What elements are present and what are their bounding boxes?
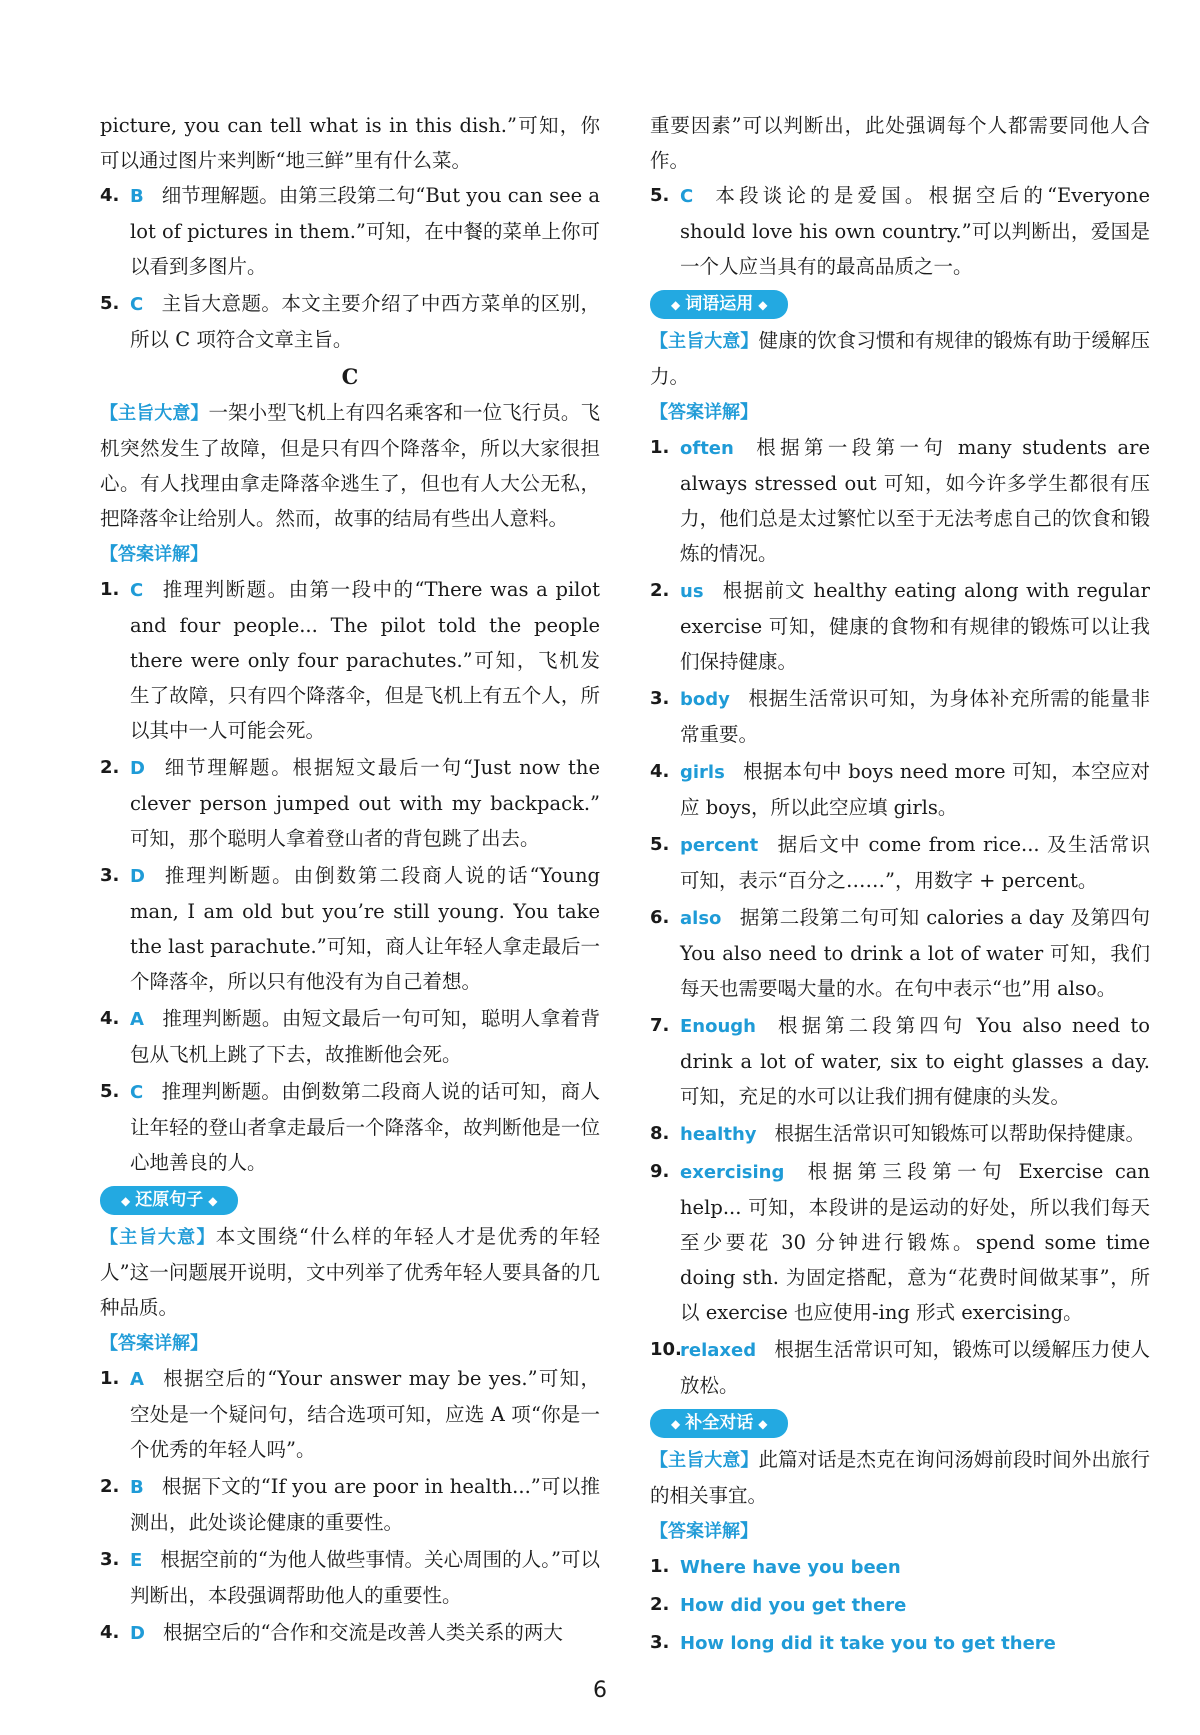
answer-key: B xyxy=(130,186,144,207)
answer-key: often xyxy=(680,438,734,459)
item-number: 1. xyxy=(100,579,120,600)
pill-label: 还原句子 xyxy=(135,1190,204,1210)
answer-key: exercising xyxy=(680,1162,785,1183)
explanation: 本段谈论的是爱国。根据空后的“Everyone should love his own country.”可以判断出，爱国是一个人应当具有的最高品质之一。 xyxy=(680,184,1150,278)
answer-key: relaxed xyxy=(680,1340,757,1361)
explanation: 推理判断题。由倒数第二段商人说的话可知，商人让年轻的登山者拿走最后一个降落伞，故判断他是一位心地善良的人。 xyxy=(130,1080,600,1174)
main-idea-text: 本文围绕“什么样的年轻人才是优秀的年轻人”这一问题展开说明，文中列举了优秀年轻人要具备的几种品质。 xyxy=(100,1225,600,1319)
answer-item xyxy=(650,754,1150,825)
answer-item xyxy=(100,1615,600,1651)
item-number: 3. xyxy=(650,1632,670,1653)
answer-key: us xyxy=(680,581,704,602)
item-number: 4. xyxy=(100,185,120,206)
answer-item xyxy=(650,681,1150,752)
explanation: 推理判断题。由第一段中的“There was a pilot and four people... The pilot told the people there were only four parachutes.”可知，飞机发生了故障，只有四个降落伞，但是飞机上有五个人，所以其中一人可能会死。 xyxy=(130,578,600,742)
item-number: 1. xyxy=(650,1556,670,1577)
main-idea-text: 健康的饮食习惯和有规律的锻炼有助于缓解压力。 xyxy=(650,329,1150,388)
explanation: 根据下文的“If you are poor in health...”可以推测出，此处谈论健康的重要性。 xyxy=(130,1475,600,1534)
answer-key: D xyxy=(130,1623,145,1644)
explanation: 根据生活常识可知，锻炼可以缓解压力使人放松。 xyxy=(680,1338,1150,1397)
explanation: 主旨大意题。本文主要介绍了中西方菜单的区别，所以 C 项符合文章主旨。 xyxy=(130,292,600,351)
answer-key: How long did it take you to get there xyxy=(680,1633,1056,1654)
answer-heading xyxy=(650,394,1150,430)
main-idea-tag: 【主旨大意】 xyxy=(650,331,759,352)
answer-tag: 【答案详解】 xyxy=(650,402,758,423)
item-number: 5. xyxy=(100,1081,120,1102)
item-number: 2. xyxy=(650,580,670,601)
explanation: 根据前文 healthy eating along with regular exercise 可知，健康的食物和有规律的锻炼可以让我们保持健康。 xyxy=(680,579,1150,673)
answer-heading xyxy=(100,1325,600,1361)
answer-key: A xyxy=(130,1009,144,1030)
item-number: 4. xyxy=(100,1622,120,1643)
answer-key: body xyxy=(680,689,730,710)
right-column xyxy=(650,108,1150,1663)
pill-label: 词语运用 xyxy=(685,294,754,314)
item-number: 10. xyxy=(650,1339,682,1360)
explanation: 细节理解题。由第三段第二句“But you can see a lot of pictures in them.”可知，在中餐的菜单上你可以看到多图片。 xyxy=(130,184,600,278)
item-number: 8. xyxy=(650,1123,670,1144)
item-number: 5. xyxy=(100,293,120,314)
answer-item xyxy=(650,430,1150,571)
answer-item xyxy=(100,286,600,357)
diamond-icon: ◆ xyxy=(671,1417,681,1431)
item-number: 1. xyxy=(650,437,670,458)
answer-key: healthy xyxy=(680,1124,757,1145)
answer-item xyxy=(650,827,1150,898)
answer-key: percent xyxy=(680,835,759,856)
item-number: 2. xyxy=(100,757,120,778)
answer-key: Where have you been xyxy=(680,1557,901,1578)
explanation: 根据空后的“合作和交流是改善人类关系的两大 xyxy=(162,1621,563,1644)
answer-item xyxy=(650,1008,1150,1114)
answer-item xyxy=(650,1154,1150,1330)
diamond-icon: ◆ xyxy=(671,298,681,312)
main-idea-text: 一架小型飞机上有四名乘客和一位飞行员。飞机突然发生了故障，但是只有四个降落伞，所以大家很担心。有人找理由拿走降落伞逃生了，但也有人大公无私，把降落伞让给别人。然而，故事的结局有些出人意料。 xyxy=(100,401,600,530)
intro-text: picture, you can tell what is in this dish.”可知，你可以通过图片来判断“地三鲜”里有什么菜。 xyxy=(100,114,600,172)
main-idea xyxy=(650,1442,1150,1513)
item-number: 4. xyxy=(650,761,670,782)
item-number: 1. xyxy=(100,1368,120,1389)
diamond-icon: ◆ xyxy=(758,1417,768,1431)
answer-item xyxy=(100,750,600,856)
answer-item xyxy=(100,1074,600,1180)
answer-key: D xyxy=(130,866,145,887)
answer-item xyxy=(100,858,600,999)
answer-item xyxy=(100,1361,600,1467)
main-idea-tag: 【主旨大意】 xyxy=(100,1227,216,1248)
section-heading-c: C xyxy=(341,364,359,389)
answer-heading xyxy=(100,536,600,572)
main-idea xyxy=(100,395,600,536)
pill-label: 补全对话 xyxy=(685,1413,754,1433)
explanation: 根据空后的“Your answer may be yes.”可知，空处是一个疑问句，结合选项可知，应选 A 项“你是一个优秀的年轻人吗”。 xyxy=(130,1367,600,1461)
answer-item xyxy=(650,1549,1150,1585)
explanation: 根据生活常识可知，为身体补充所需的能量非常重要。 xyxy=(680,687,1150,746)
item-number: 5. xyxy=(650,834,670,855)
answer-key: Enough xyxy=(680,1016,756,1037)
answer-item xyxy=(650,1625,1150,1661)
explanation: 据第二段第二句可知 calories a day 及第四句 You also need to drink a lot of water 可知，我们每天也需要喝大量的水。在句中表示“也”用 also。 xyxy=(680,906,1150,1000)
explanation: 推理判断题。由短文最后一句可知，聪明人拿着背包从飞机上跳了下去，故推断他会死。 xyxy=(130,1007,600,1066)
item-number: 5. xyxy=(650,185,670,206)
item-number: 2. xyxy=(650,1594,670,1615)
section-pill-words xyxy=(650,290,788,319)
item-number: 3. xyxy=(100,1549,120,1570)
main-idea xyxy=(650,323,1150,394)
explanation: 细节理解题。根据短文最后一句“Just now the clever person jumped out with my backpack.” 可知，那个聪明人拿着登山者的背包跳了出去。 xyxy=(130,756,600,850)
answer-key: A xyxy=(130,1369,144,1390)
section-pill-restore xyxy=(100,1186,238,1215)
main-idea-text: 此篇对话是杰克在询问汤姆前段时间外出旅行的相关事宜。 xyxy=(650,1448,1150,1507)
answer-key: C xyxy=(130,1082,144,1103)
explanation: 推理判断题。由倒数第二段商人说的话“Young man, I am old but you’re still young. You take the last parachute.”可知，商人让年轻人拿走最后一个降落伞，所以只有他没有为自己着想。 xyxy=(130,864,600,993)
explanation: 根据本句中 boys need more 可知，本空应对应 boys，所以此空应填 girls。 xyxy=(680,760,1150,819)
item-number: 9. xyxy=(650,1161,670,1182)
explanation: 根据第一段第一句 many students are always stressed out 可知，如今许多学生都很有压力，他们总是太过繁忙以至于无法考虑自己的饮食和锻炼的情况。 xyxy=(680,436,1150,565)
main-idea xyxy=(100,1219,600,1325)
left-column xyxy=(100,108,600,1653)
answer-item xyxy=(650,1116,1150,1152)
page-number: 6 xyxy=(593,1678,607,1703)
answer-key: B xyxy=(130,1477,144,1498)
answer-key: C xyxy=(680,186,694,207)
answer-item xyxy=(650,900,1150,1006)
diamond-icon: ◆ xyxy=(121,1194,131,1208)
explanation: 据后文中 come from rice... 及生活常识可知，表示“百分之……”，用数字 + percent。 xyxy=(680,833,1150,892)
answer-item xyxy=(100,572,600,748)
answer-key: C xyxy=(130,294,144,315)
answer-key: C xyxy=(130,580,144,601)
item-number: 2. xyxy=(100,1476,120,1497)
answer-tag: 【答案详解】 xyxy=(650,1521,758,1542)
answer-tag: 【答案详解】 xyxy=(100,1333,208,1354)
answer-key: D xyxy=(130,758,145,779)
main-idea-tag: 【主旨大意】 xyxy=(100,403,209,424)
diamond-icon: ◆ xyxy=(758,298,768,312)
explanation: 根据生活常识可知锻炼可以帮助保持健康。 xyxy=(774,1122,1146,1145)
answer-item xyxy=(650,1332,1150,1403)
answer-key: How did you get there xyxy=(680,1595,907,1616)
answer-item xyxy=(100,178,600,284)
answer-item xyxy=(650,573,1150,679)
item-number: 3. xyxy=(650,688,670,709)
answer-key: girls xyxy=(680,762,725,783)
answer-item xyxy=(100,1001,600,1072)
item-number: 3. xyxy=(100,865,120,886)
answer-item xyxy=(100,1542,600,1613)
item-number: 7. xyxy=(650,1015,670,1036)
answer-key: E xyxy=(130,1550,143,1571)
section-pill-dialogue xyxy=(650,1409,788,1438)
main-idea-tag: 【主旨大意】 xyxy=(650,1450,759,1471)
answer-heading xyxy=(650,1513,1150,1549)
explanation: 根据第三段第一句 Exercise can help... 可知，本段讲的是运动的好处，所以我们每天至少要花 30 分钟进行锻炼。spend some time doing sth. 为固定搭配，意为“花费时间做某事”，所以 exercise 也应使用-ing 形式 exercising。 xyxy=(680,1160,1150,1324)
answer-item xyxy=(100,1469,600,1540)
explanation: 根据空前的“为他人做些事情。关心周围的人。”可以判断出，本段强调帮助他人的重要性。 xyxy=(130,1548,600,1607)
answer-item xyxy=(650,178,1150,284)
explanation: 根据第二段第四句 You also need to drink a lot of water, six to eight glasses a day. 可知，充足的水可以让我们拥有健康的头发。 xyxy=(680,1014,1150,1108)
answer-item xyxy=(650,1587,1150,1623)
diamond-icon: ◆ xyxy=(208,1194,218,1208)
answer-key: also xyxy=(680,908,722,929)
continued-text: 重要因素”可以判断出，此处强调每个人都需要同他人合作。 xyxy=(650,114,1150,172)
item-number: 6. xyxy=(650,907,670,928)
answer-tag: 【答案详解】 xyxy=(100,544,208,565)
item-number: 4. xyxy=(100,1008,120,1029)
